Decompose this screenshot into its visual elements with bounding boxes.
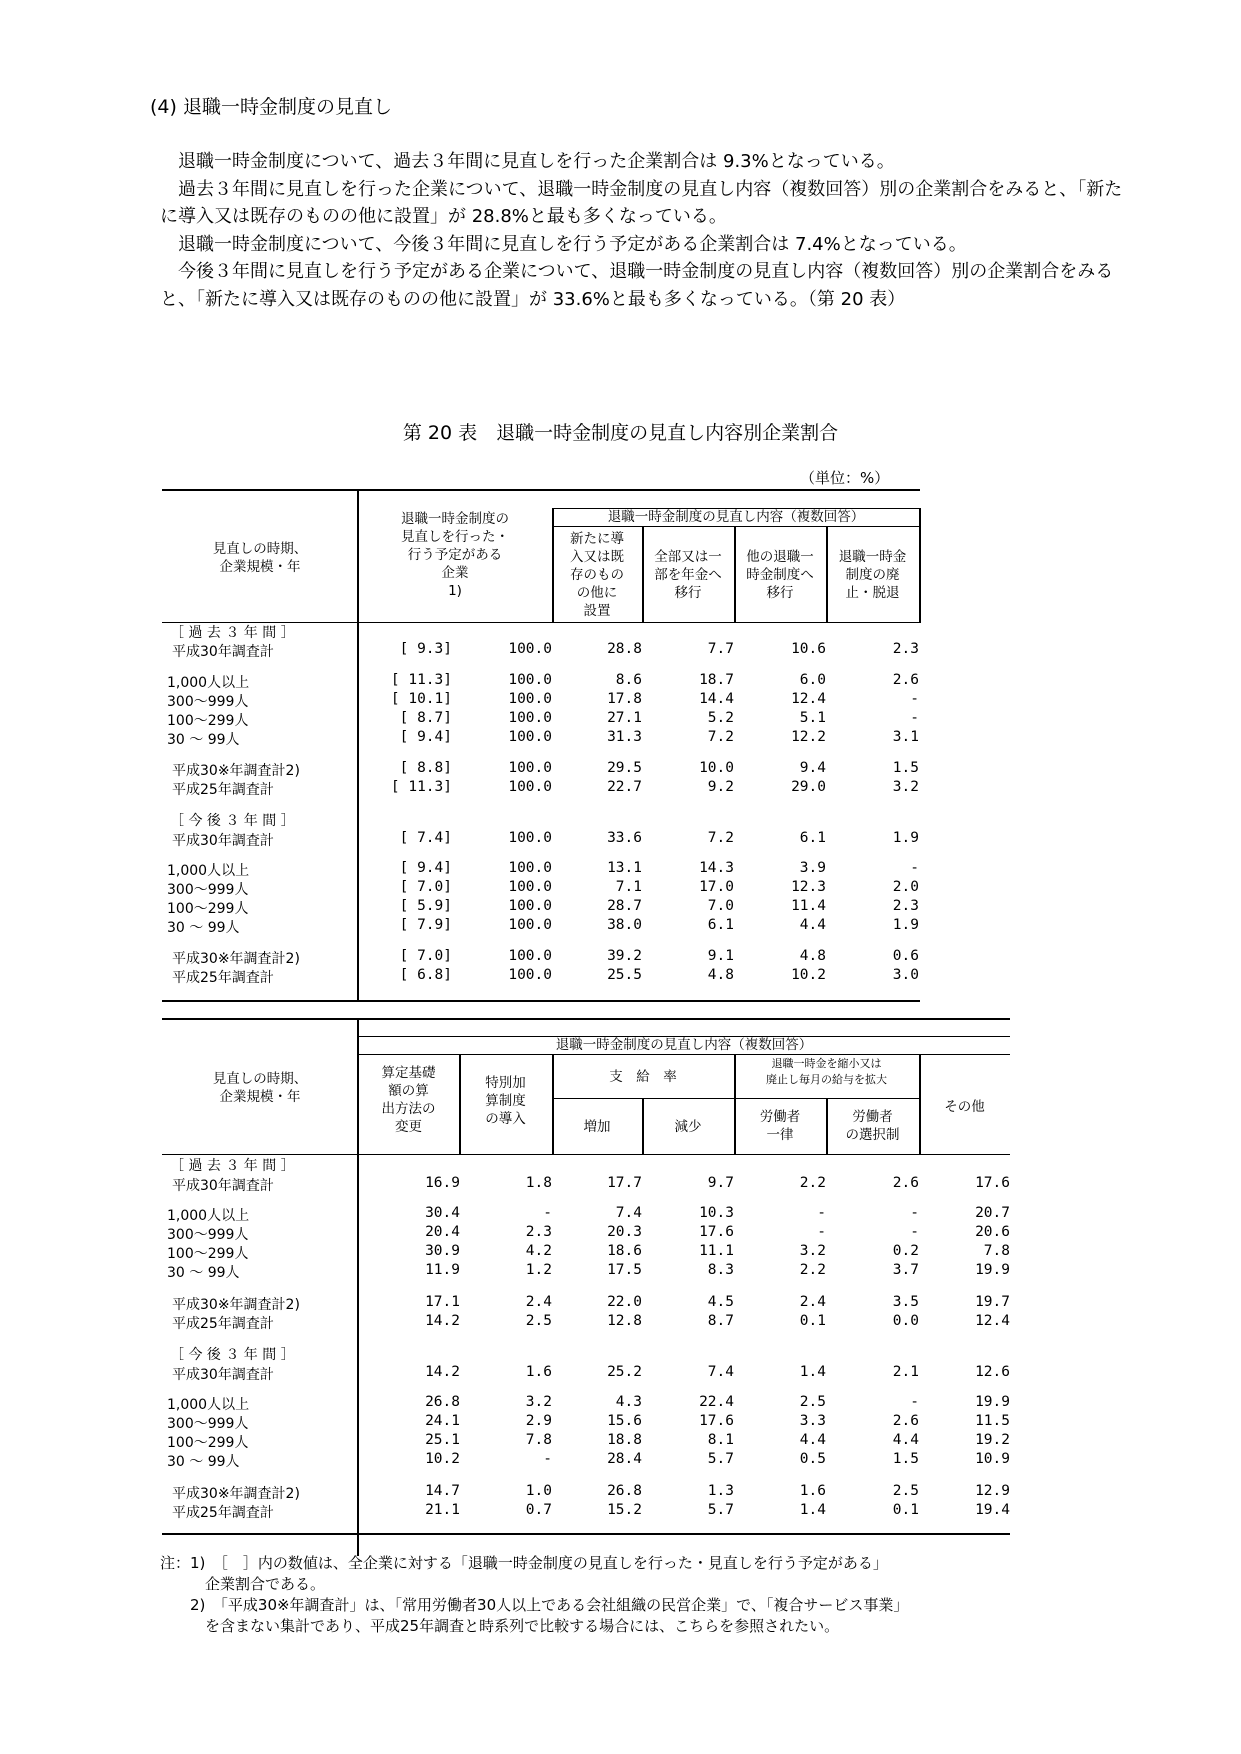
- table-cell: 17.5: [607, 1262, 642, 1278]
- paragraph: 退職一時金制度について、過去３年間に見直しを行った企業割合は 9.3%となっている。: [178, 151, 895, 172]
- table-cell: 1.2: [525, 1262, 552, 1278]
- table-cell: 1.3: [707, 1483, 734, 1499]
- table-cell: 3.1: [892, 729, 919, 745]
- table-cell: 3.2: [799, 1243, 826, 1259]
- table-cell: 4.2: [525, 1243, 552, 1259]
- table-cell: 7.4: [707, 1364, 734, 1380]
- table-cell: 10.6: [791, 641, 826, 657]
- row-label: 300～999人: [167, 1416, 249, 1432]
- table-cell: -: [910, 710, 919, 726]
- table-cell: 3.5: [892, 1294, 919, 1310]
- table-cell: 12.9: [975, 1483, 1010, 1499]
- table-cell: [ 9.4]: [399, 729, 452, 745]
- table-cell: 26.8: [607, 1483, 642, 1499]
- table-cell: 7.2: [707, 830, 734, 846]
- table-cell: 100.0: [508, 691, 552, 707]
- table-cell: 7.1: [615, 879, 642, 895]
- row-label: 1,000人以上: [167, 675, 250, 691]
- table-cell: 6.1: [707, 917, 734, 933]
- row-label: 100～299人: [167, 1246, 249, 1262]
- table-cell: 11.4: [791, 898, 826, 914]
- table-cell: 22.7: [607, 779, 642, 795]
- table-cell: 27.1: [607, 710, 642, 726]
- table-cell: 11.5: [975, 1413, 1010, 1429]
- table-cell: 17.1: [425, 1294, 460, 1310]
- table-cell: 14.3: [699, 860, 734, 876]
- table-cell: 100.0: [508, 729, 552, 745]
- table1-sub-header: 新たに導 入又は既 存のもの の他に 設置: [570, 531, 624, 619]
- row-label: 30 ～ 99人: [167, 1454, 240, 1470]
- row-label: 平成30年調査計: [172, 833, 274, 849]
- table-cell: 7.0: [707, 898, 734, 914]
- table-cell: 9.2: [707, 779, 734, 795]
- table2-sub-c-header: 労働者 の選択制: [845, 1109, 900, 1143]
- row-label: 30 ～ 99人: [167, 732, 240, 748]
- table-cell: 24.1: [425, 1413, 460, 1429]
- table-cell: 21.1: [425, 1502, 460, 1518]
- table-cell: 1.9: [892, 830, 919, 846]
- table1-stub-header: 見直しの時期、 企業規模・年: [212, 541, 308, 575]
- table-cell: [ 6.8]: [399, 967, 452, 983]
- table-cell: 2.4: [525, 1294, 552, 1310]
- table-cell: [ 8.8]: [399, 760, 452, 776]
- table-cell: 2.2: [799, 1175, 826, 1191]
- table1-group-header: 退職一時金制度の見直し内容（複数回答）: [607, 509, 865, 525]
- table1-sub-header: 他の退職一 時金制度へ 移行: [746, 549, 814, 601]
- table-cell: 7.2: [707, 729, 734, 745]
- row-label: 平成25年調査計: [172, 1316, 274, 1332]
- footnote-line: 企業割合である。: [160, 1575, 326, 1593]
- table-cell: 0.2: [892, 1243, 919, 1259]
- unit-label: （単位：%）: [800, 469, 890, 487]
- table-cell: 3.7: [892, 1262, 919, 1278]
- row-label: 平成30※年調査計2): [172, 1297, 300, 1313]
- table-cell: 18.7: [699, 672, 734, 688]
- table-cell: 4.8: [707, 967, 734, 983]
- table-cell: 0.6: [892, 948, 919, 964]
- table-cell: 0.0: [892, 1313, 919, 1329]
- table-cell: 14.2: [425, 1364, 460, 1380]
- row-label: 30 ～ 99人: [167, 1265, 240, 1281]
- table-cell: 1.5: [892, 760, 919, 776]
- table-cell: 16.9: [425, 1175, 460, 1191]
- table-cell: 10.2: [425, 1451, 460, 1467]
- table-cell: [ 7.4]: [399, 830, 452, 846]
- table-cell: 12.4: [791, 691, 826, 707]
- table-cell: 2.5: [525, 1313, 552, 1329]
- table-cell: 2.2: [799, 1262, 826, 1278]
- table-cell: 10.3: [699, 1205, 734, 1221]
- row-label: 1,000人以上: [167, 1208, 250, 1224]
- table-cell: 9.7: [707, 1175, 734, 1191]
- table-cell: 8.1: [707, 1432, 734, 1448]
- table-cell: 3.9: [799, 860, 826, 876]
- table-cell: 4.4: [892, 1432, 919, 1448]
- table-cell: 14.4: [699, 691, 734, 707]
- table-cell: 12.8: [607, 1313, 642, 1329]
- paragraph: 今後３年間に見直しを行う予定がある企業について、退職一時金制度の見直し内容（複数回答）別の企業割合をみると、「新たに導入又は既存のものの他に設置」が 33.6%と最も多くなっている。（第 20 表）: [160, 261, 1114, 310]
- table-cell: [ 11.3]: [390, 779, 452, 795]
- table2-other-header: その他: [944, 1099, 985, 1115]
- row-label: ［ 過 去 ３ 年 間 ］: [170, 1158, 295, 1174]
- table-cell: [ 8.7]: [399, 710, 452, 726]
- table2-sub-b-header: 増加: [583, 1119, 611, 1135]
- row-label: 1,000人以上: [167, 1397, 250, 1413]
- table-cell: 20.3: [607, 1224, 642, 1240]
- table-cell: 18.6: [607, 1243, 642, 1259]
- table-cell: 12.6: [975, 1364, 1010, 1380]
- row-label: ［ 過 去 ３ 年 間 ］: [170, 625, 295, 641]
- table-cell: 1.4: [799, 1502, 826, 1518]
- table-cell: 33.6: [607, 830, 642, 846]
- row-label: 300～999人: [167, 1227, 249, 1243]
- table-cell: 5.7: [707, 1451, 734, 1467]
- table-cell: [ 5.9]: [399, 898, 452, 914]
- table-cell: 2.9: [525, 1413, 552, 1429]
- table-cell: 29.5: [607, 760, 642, 776]
- table-cell: 3.2: [892, 779, 919, 795]
- table2-col-b-header: 特別加 算制度 の導入: [485, 1075, 526, 1127]
- table-cell: 10.9: [975, 1451, 1010, 1467]
- row-label: 100～299人: [167, 713, 249, 729]
- table-cell: 17.0: [699, 879, 734, 895]
- table-cell: 9.1: [707, 948, 734, 964]
- table-cell: 100.0: [508, 779, 552, 795]
- table-cell: 7.4: [615, 1205, 642, 1221]
- table-cell: 100.0: [508, 672, 552, 688]
- row-label: 100～299人: [167, 901, 249, 917]
- table-cell: -: [543, 1205, 552, 1221]
- table-cell: 29.0: [791, 779, 826, 795]
- row-label: 300～999人: [167, 882, 249, 898]
- table-cell: 4.3: [615, 1394, 642, 1410]
- row-label: 平成30年調査計: [172, 644, 274, 660]
- table-cell: 13.1: [607, 860, 642, 876]
- table-cell: 2.6: [892, 1413, 919, 1429]
- row-label: 1,000人以上: [167, 863, 250, 879]
- table-cell: 2.3: [892, 641, 919, 657]
- table2-group-c-header: 退職一時金を縮小又は 廃止し毎月の給与を拡大: [766, 1057, 887, 1086]
- table2-group-b-header: 支 給 率: [609, 1069, 677, 1085]
- table-cell: 100.0: [508, 760, 552, 776]
- table-cell: 28.8: [607, 641, 642, 657]
- table-cell: 14.7: [425, 1483, 460, 1499]
- table-cell: 3.0: [892, 967, 919, 983]
- table-cell: 8.7: [707, 1313, 734, 1329]
- table-cell: 7.8: [983, 1243, 1010, 1259]
- table-cell: 7.8: [525, 1432, 552, 1448]
- section-heading: (4) 退職一時金制度の見直し: [150, 96, 392, 118]
- table-cell: 0.1: [892, 1502, 919, 1518]
- table-cell: 17.7: [607, 1175, 642, 1191]
- table-cell: 2.3: [892, 898, 919, 914]
- table-cell: -: [910, 860, 919, 876]
- table-cell: 3.2: [525, 1394, 552, 1410]
- table-cell: 100.0: [508, 860, 552, 876]
- table-cell: -: [910, 1224, 919, 1240]
- table-cell: 22.4: [699, 1394, 734, 1410]
- row-label: 平成25年調査計: [172, 782, 274, 798]
- footnotes: [160, 1553, 1060, 1637]
- table-cell: 39.2: [607, 948, 642, 964]
- table-cell: 19.2: [975, 1432, 1010, 1448]
- table-cell: 20.4: [425, 1224, 460, 1240]
- table-cell: 28.7: [607, 898, 642, 914]
- table-cell: 20.6: [975, 1224, 1010, 1240]
- table-cell: 1.9: [892, 917, 919, 933]
- table-cell: 15.6: [607, 1413, 642, 1429]
- table-cell: 6.0: [799, 672, 826, 688]
- table-cell: 100.0: [508, 967, 552, 983]
- table-cell: 28.4: [607, 1451, 642, 1467]
- table1-col1-header: 退職一時金制度の 見直しを行った・ 行う予定がある 企業 1): [401, 511, 509, 599]
- table-cell: 17.8: [607, 691, 642, 707]
- table-cell: 10.0: [699, 760, 734, 776]
- table-cell: 19.9: [975, 1394, 1010, 1410]
- table-cell: 19.4: [975, 1502, 1010, 1518]
- row-label: 30 ～ 99人: [167, 920, 240, 936]
- table-cell: 11.9: [425, 1262, 460, 1278]
- table-cell: 2.6: [892, 1175, 919, 1191]
- row-label: 平成30※年調査計2): [172, 951, 300, 967]
- table-cell: 6.1: [799, 830, 826, 846]
- table-cell: [ 7.0]: [399, 948, 452, 964]
- table-cell: 38.0: [607, 917, 642, 933]
- table1-sub-header: 退職一時金 制度の廃 止・脱退: [838, 549, 907, 601]
- table-cell: 1.0: [525, 1483, 552, 1499]
- table-cell: 0.7: [525, 1502, 552, 1518]
- table-cell: 100.0: [508, 917, 552, 933]
- table-cell: 17.6: [699, 1224, 734, 1240]
- paragraph: 過去３年間に見直しを行った企業について、退職一時金制度の見直し内容（複数回答）別の企業割合をみると、「新たに導入又は既存のものの他に設置」が 28.8%と最も多くなっている。: [160, 178, 1123, 227]
- table-cell: -: [543, 1451, 552, 1467]
- table-cell: 3.3: [799, 1413, 826, 1429]
- table-title: 第 20 表 退職一時金制度の見直し内容別企業割合: [402, 422, 839, 444]
- body-text: [160, 148, 1130, 313]
- table-cell: 2.4: [799, 1294, 826, 1310]
- table-cell: 5.2: [707, 710, 734, 726]
- table-cell: [ 10.1]: [390, 691, 452, 707]
- table-cell: 26.8: [425, 1394, 460, 1410]
- table-cell: 4.8: [799, 948, 826, 964]
- table-cell: 5.7: [707, 1502, 734, 1518]
- table-cell: 100.0: [508, 879, 552, 895]
- table-cell: 19.9: [975, 1262, 1010, 1278]
- table-cell: 1.4: [799, 1364, 826, 1380]
- table-cell: 1.6: [799, 1483, 826, 1499]
- table-cell: [ 7.0]: [399, 879, 452, 895]
- table-cell: 100.0: [508, 948, 552, 964]
- table-cell: 4.5: [707, 1294, 734, 1310]
- table2-sub-c-header: 労働者 一律: [759, 1109, 801, 1143]
- footnote-line: 注：1) ［ ］内の数値は、全企業に対する「退職一時金制度の見直しを行った・見直しを行う予定がある」: [160, 1554, 888, 1572]
- paragraph: 退職一時金制度について、今後３年間に見直しを行う予定がある企業割合は 7.4%となっている。: [178, 233, 967, 255]
- table-cell: 20.7: [975, 1205, 1010, 1221]
- table-cell: 1.6: [525, 1364, 552, 1380]
- row-label: 300～999人: [167, 694, 249, 710]
- table2-stub-header: 見直しの時期、 企業規模・年: [212, 1071, 308, 1105]
- table-cell: 14.2: [425, 1313, 460, 1329]
- table-cell: [ 9.3]: [399, 641, 452, 657]
- table-cell: 2.5: [799, 1394, 826, 1410]
- row-label: 平成30※年調査計2): [172, 1486, 300, 1502]
- footnote-line: 2) 「平成30※年調査計」は、「常用労働者30人以上である会社組織の民営企業」で、「複合サービス事業」: [160, 1596, 909, 1614]
- table-cell: 8.3: [707, 1262, 734, 1278]
- table-cell: 12.3: [791, 879, 826, 895]
- table-cell: -: [910, 1205, 919, 1221]
- row-label: ［ 今 後 ３ 年 間 ］: [170, 813, 295, 829]
- row-label: ［ 今 後 ３ 年 間 ］: [170, 1347, 295, 1363]
- table-cell: 2.5: [892, 1483, 919, 1499]
- table-cell: 2.3: [525, 1224, 552, 1240]
- table-cell: 12.2: [791, 729, 826, 745]
- table-cell: 19.7: [975, 1294, 1010, 1310]
- table-cell: 17.6: [699, 1413, 734, 1429]
- table-cell: 2.0: [892, 879, 919, 895]
- table-cell: 31.3: [607, 729, 642, 745]
- table-cell: 15.2: [607, 1502, 642, 1518]
- table-cell: [ 11.3]: [390, 672, 452, 688]
- table-cell: 5.1: [799, 710, 826, 726]
- table-cell: 10.2: [791, 967, 826, 983]
- row-label: 100～299人: [167, 1435, 249, 1451]
- table-cell: 1.5: [892, 1451, 919, 1467]
- table-cell: 18.8: [607, 1432, 642, 1448]
- table-cell: 8.6: [615, 672, 642, 688]
- table-cell: 25.1: [425, 1432, 460, 1448]
- table1-sub-header: 全部又は一 部を年金へ 移行: [654, 549, 722, 601]
- table-cell: 7.7: [707, 641, 734, 657]
- table-cell: 0.1: [799, 1313, 826, 1329]
- table2-group-header: 退職一時金制度の見直し内容（複数回答）: [555, 1037, 813, 1053]
- table-cell: 100.0: [508, 898, 552, 914]
- table-cell: 22.0: [607, 1294, 642, 1310]
- row-label: 平成25年調査計: [172, 1505, 274, 1521]
- row-label: 平成30※年調査計2): [172, 763, 300, 779]
- table2-sub-b-header: 減少: [674, 1119, 702, 1135]
- table-cell: 17.6: [975, 1175, 1010, 1191]
- table-cell: -: [910, 1394, 919, 1410]
- table-cell: 2.6: [892, 672, 919, 688]
- table-cell: 30.4: [425, 1205, 460, 1221]
- table-cell: [ 9.4]: [399, 860, 452, 876]
- table-cell: 4.4: [799, 1432, 826, 1448]
- table2-col-a-header: 算定基礎 額の算 出方法の 変更: [381, 1065, 436, 1135]
- row-label: 平成30年調査計: [172, 1178, 274, 1194]
- row-label: 平成30年調査計: [172, 1367, 274, 1383]
- table-cell: [ 7.9]: [399, 917, 452, 933]
- table-cell: -: [910, 691, 919, 707]
- table-cell: 100.0: [508, 641, 552, 657]
- table-cell: 100.0: [508, 710, 552, 726]
- row-label: 平成25年調査計: [172, 970, 274, 986]
- table-cell: 0.5: [799, 1451, 826, 1467]
- table-cell: 9.4: [799, 760, 826, 776]
- table-cell: 25.5: [607, 967, 642, 983]
- table-cell: 30.9: [425, 1243, 460, 1259]
- table-cell: 1.8: [525, 1175, 552, 1191]
- table-cell: 12.4: [975, 1313, 1010, 1329]
- table-cell: -: [817, 1205, 826, 1221]
- table-cell: 11.1: [699, 1243, 734, 1259]
- footnote-line: を含まない集計であり、平成25年調査と時系列で比較する場合には、こちらを参照されたい。: [160, 1617, 840, 1635]
- table-cell: 4.4: [799, 917, 826, 933]
- table-cell: 2.1: [892, 1364, 919, 1380]
- table-cell: 25.2: [607, 1364, 642, 1380]
- table-cell: -: [817, 1224, 826, 1240]
- table-cell: 100.0: [508, 830, 552, 846]
